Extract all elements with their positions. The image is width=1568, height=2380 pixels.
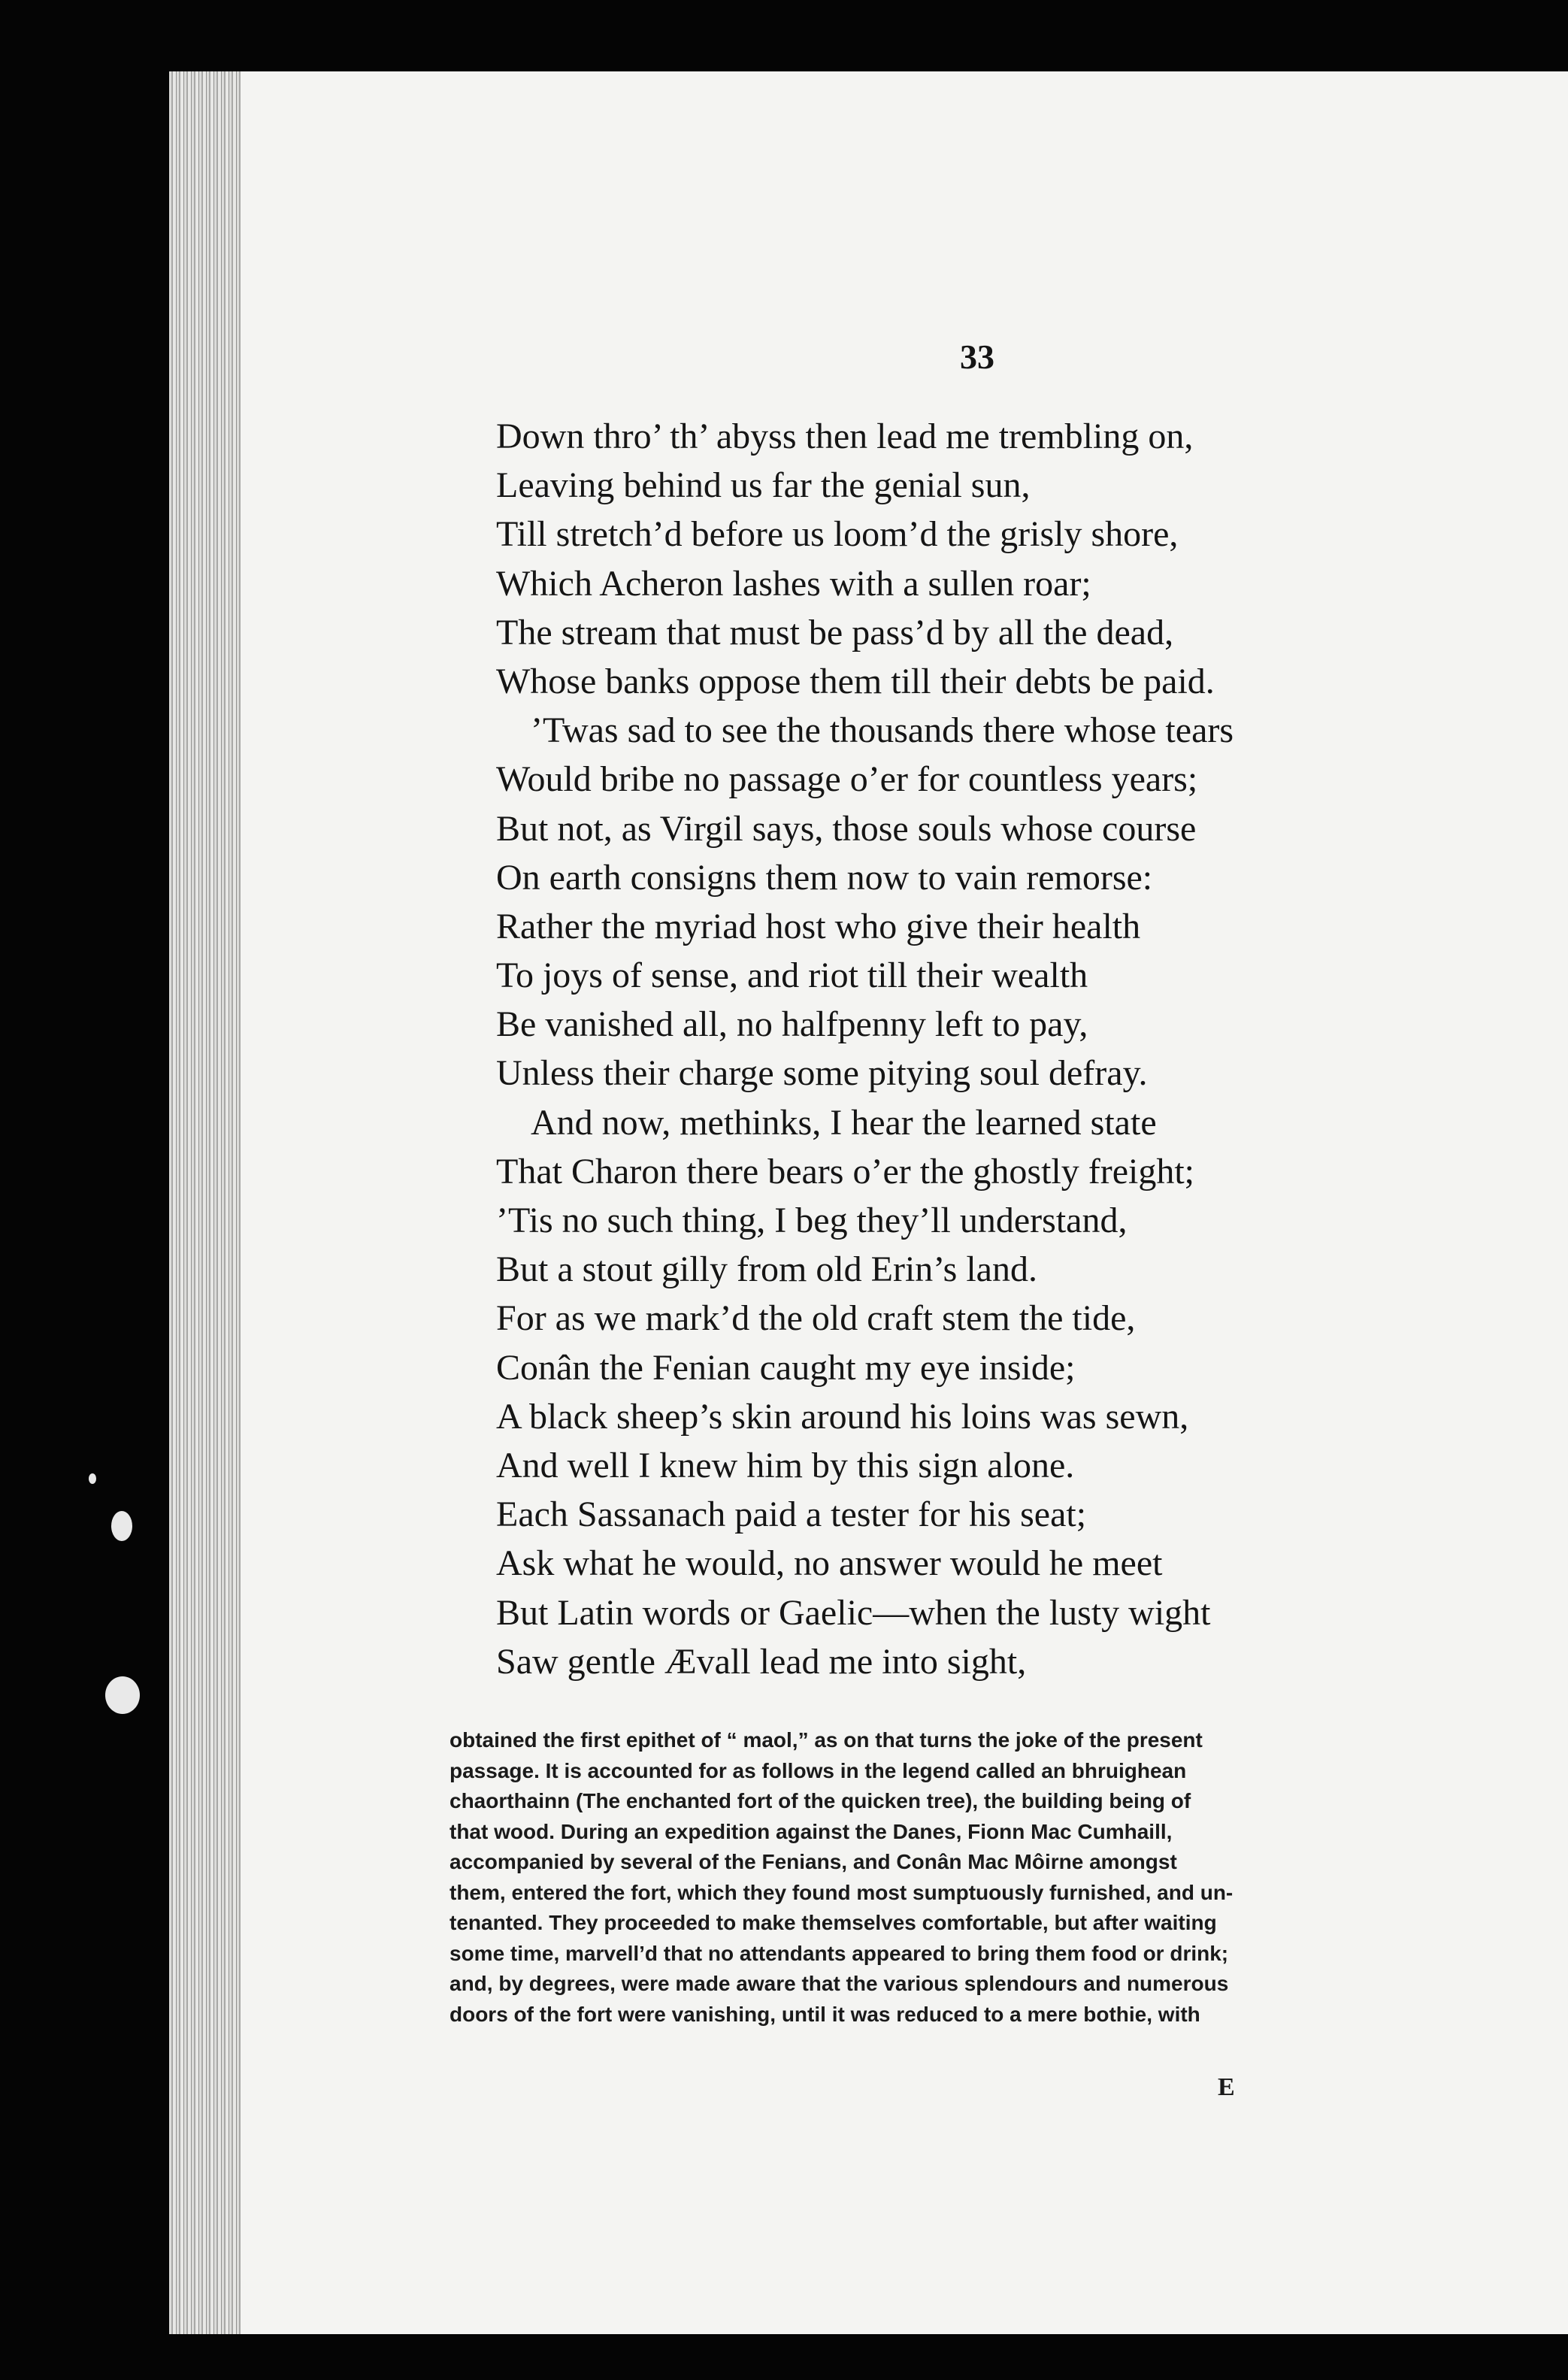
poem-line: Down thro’ th’ abyss then lead me trembling on, xyxy=(496,416,1194,456)
poem-body xyxy=(496,412,1383,1686)
poem-line: Rather the myriad host who give their health xyxy=(496,906,1141,946)
poem-line: Ask what he would, no answer would he meet xyxy=(496,1543,1163,1584)
poem-line: And now, methinks, I hear the learned state xyxy=(531,1102,1157,1143)
poem-line: On earth consigns them now to vain remorse: xyxy=(496,857,1153,898)
poem-line: But not, as Virgil says, those souls whose course xyxy=(496,808,1197,849)
footnote-line: chaorthainn (The enchanted fort of the quicken tree), the building being of xyxy=(450,1789,1191,1812)
poem-line: ’Twas sad to see the thousands there whose tears xyxy=(531,710,1234,751)
poem-line: ’Tis no such thing, I beg they’ll understand, xyxy=(496,1201,1128,1240)
poem-line: For as we mark’d the old craft stem the tide, xyxy=(496,1298,1136,1339)
dust-speck xyxy=(89,1473,96,1484)
poem-line: Would bribe no passage o’er for countless years; xyxy=(496,759,1198,800)
poem-line: Each Sassanach paid a tester for his seat; xyxy=(496,1494,1087,1535)
poem-line: Unless their charge some pitying soul defray. xyxy=(496,1053,1148,1094)
poem-line: A black sheep’s skin around his loins was sewn, xyxy=(496,1396,1189,1437)
footnote xyxy=(450,1725,1442,2030)
poem-line: The stream that must be pass’d by all the dead, xyxy=(496,612,1174,653)
poem-line: Till stretch’d before us loom’d the grisly shore, xyxy=(496,514,1179,555)
footnote-line: and, by degrees, were made aware that the various splendours and numerous xyxy=(450,1972,1229,1995)
footnote-line: passage. It is accounted for as follows in the legend called an bhruighean xyxy=(450,1758,1187,1782)
poem-line: That Charon there bears o’er the ghostly freight; xyxy=(496,1151,1195,1192)
page-edge-gutter xyxy=(169,71,241,2334)
poem-line: But a stout gilly from old Erin’s land. xyxy=(496,1249,1037,1290)
footnote-line: some time, marvell’d that no attendants appeared to bring them food or drink; xyxy=(450,1941,1229,1965)
footnote-line: accompanied by several of the Fenians, and Conân Mac Môirne amongst xyxy=(450,1850,1177,1873)
poem-line: And well I knew him by this sign alone. xyxy=(496,1445,1075,1485)
dust-speck xyxy=(111,1511,132,1541)
poem-line: But Latin words or Gaelic—when the lusty wight xyxy=(496,1592,1211,1633)
poem-line: Saw gentle Ævall lead me into sight, xyxy=(496,1641,1027,1682)
poem-line: To joys of sense, and riot till their wealth xyxy=(496,955,1088,996)
page-number: 33 xyxy=(960,338,994,376)
footnote-line: obtained the first epithet of “ maol,” as on that turns the joke of the present xyxy=(450,1728,1203,1752)
poem-line: Be vanished all, no halfpenny left to pay, xyxy=(496,1004,1088,1045)
signature-mark: E xyxy=(1218,2073,1235,2101)
dust-speck xyxy=(105,1676,140,1714)
footnote-line: them, entered the fort, which they found most sumptuously furnished, and un- xyxy=(450,1880,1234,1904)
poem-line: Leaving behind us far the genial sun, xyxy=(496,465,1031,506)
footnote-line: tenanted. They proceeded to make themselves comfortable, but after waiting xyxy=(450,1911,1217,1934)
poem-line: Conân the Fenian caught my eye inside; xyxy=(496,1347,1076,1388)
footnote-line: that wood. During an expedition against the Danes, Fionn Mac Cumhaill, xyxy=(450,1819,1173,1843)
poem-line: Which Acheron lashes with a sullen roar; xyxy=(496,563,1091,604)
footnote-line: doors of the fort were vanishing, until it was reduced to a mere bothie, with xyxy=(450,2002,1200,2026)
poem-line: Whose banks oppose them till their debts be paid. xyxy=(496,661,1215,701)
